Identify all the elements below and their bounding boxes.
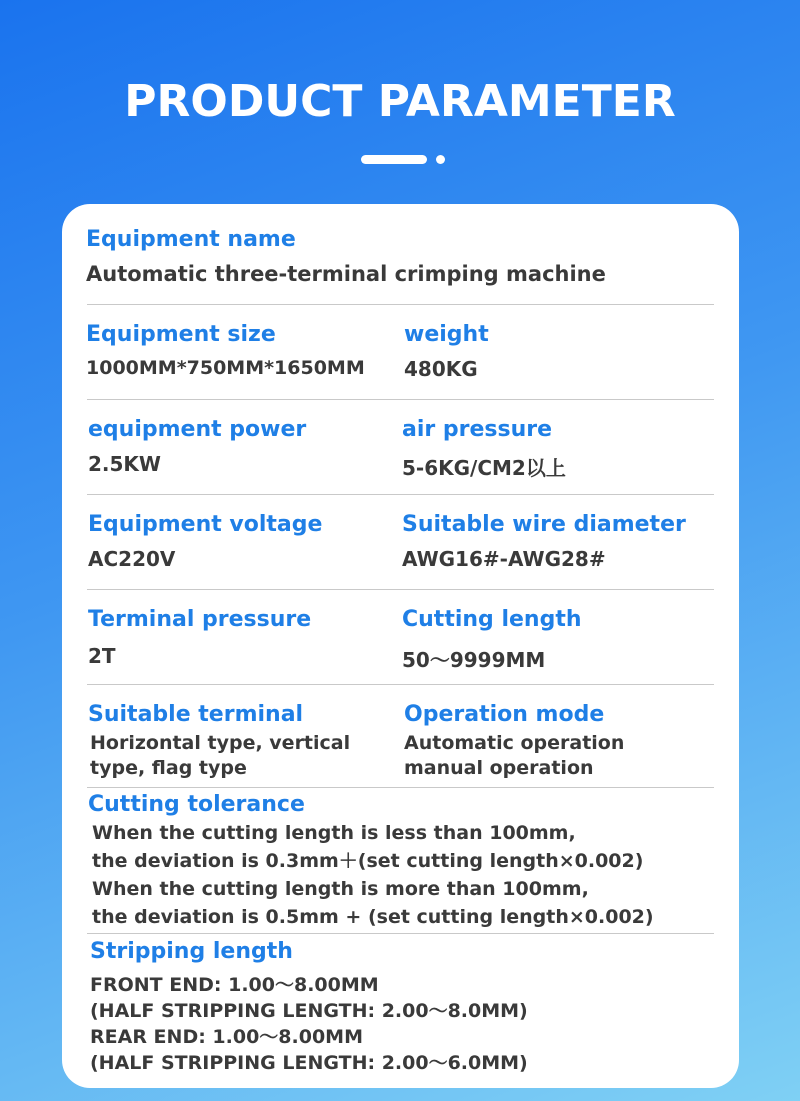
stripping-length-line: FRONT END: 1.00～8.00MM (90, 974, 379, 996)
equipment-name-value: Automatic three-terminal crimping machine (86, 262, 606, 286)
operation-mode-line: manual operation (404, 757, 594, 779)
equipment-voltage-label: Equipment voltage (88, 512, 323, 537)
air-pressure-label: air pressure (402, 417, 553, 442)
terminal-pressure-value: 2T (88, 644, 116, 668)
stripping-length-line: REAR END: 1.00～8.00MM (90, 1026, 363, 1048)
divider (87, 684, 714, 685)
equipment-size-value: 1000MM*750MM*1650MM (86, 357, 365, 379)
air-pressure-value: 5-6KG/CM2以上 (402, 456, 566, 480)
divider (87, 589, 714, 590)
page-title: PRODUCT PARAMETER (124, 76, 676, 127)
equipment-power-value: 2.5KW (88, 452, 161, 476)
divider (87, 787, 714, 788)
cutting-tolerance-label: Cutting tolerance (88, 792, 305, 817)
weight-label: weight (404, 322, 489, 347)
suitable-terminal-line: Horizontal type, vertical (90, 732, 351, 754)
wire-diameter-label: Suitable wire diameter (402, 512, 686, 537)
cutting-tolerance-line: When the cutting length is more than 100mm, (92, 878, 589, 900)
terminal-pressure-label: Terminal pressure (88, 607, 312, 632)
suitable-terminal-label: Suitable terminal (88, 702, 304, 727)
stripping-length-label: Stripping length (90, 939, 293, 964)
divider (87, 304, 714, 305)
cutting-tolerance-line: the deviation is 0.3mm＋(set cutting length×0.002) (92, 850, 644, 872)
divider (87, 933, 714, 934)
weight-value: 480KG (404, 357, 478, 381)
cutting-length-label: Cutting length (402, 607, 582, 632)
equipment-size-label: Equipment size (86, 322, 276, 347)
operation-mode-line: Automatic operation (404, 732, 625, 754)
divider (87, 494, 714, 495)
divider (87, 399, 714, 400)
title-underline-bar (361, 155, 427, 164)
operation-mode-label: Operation mode (404, 702, 605, 727)
suitable-terminal-line: type, flag type (90, 757, 247, 779)
cutting-tolerance-line: the deviation is 0.5mm + (set cutting length×0.002) (92, 906, 654, 928)
title-underline-dot (436, 155, 445, 164)
stripping-length-line: (HALF STRIPPING LENGTH: 2.00～6.0MM) (90, 1052, 528, 1074)
cutting-length-value: 50～9999MM (402, 648, 546, 672)
stripping-length-line: (HALF STRIPPING LENGTH: 2.00～8.0MM) (90, 1000, 528, 1022)
cutting-tolerance-line: When the cutting length is less than 100mm, (92, 822, 576, 844)
equipment-power-label: equipment power (88, 417, 307, 442)
equipment-name-label: Equipment name (86, 227, 296, 252)
equipment-voltage-value: AC220V (88, 547, 176, 571)
wire-diameter-value: AWG16#-AWG28# (402, 547, 606, 571)
